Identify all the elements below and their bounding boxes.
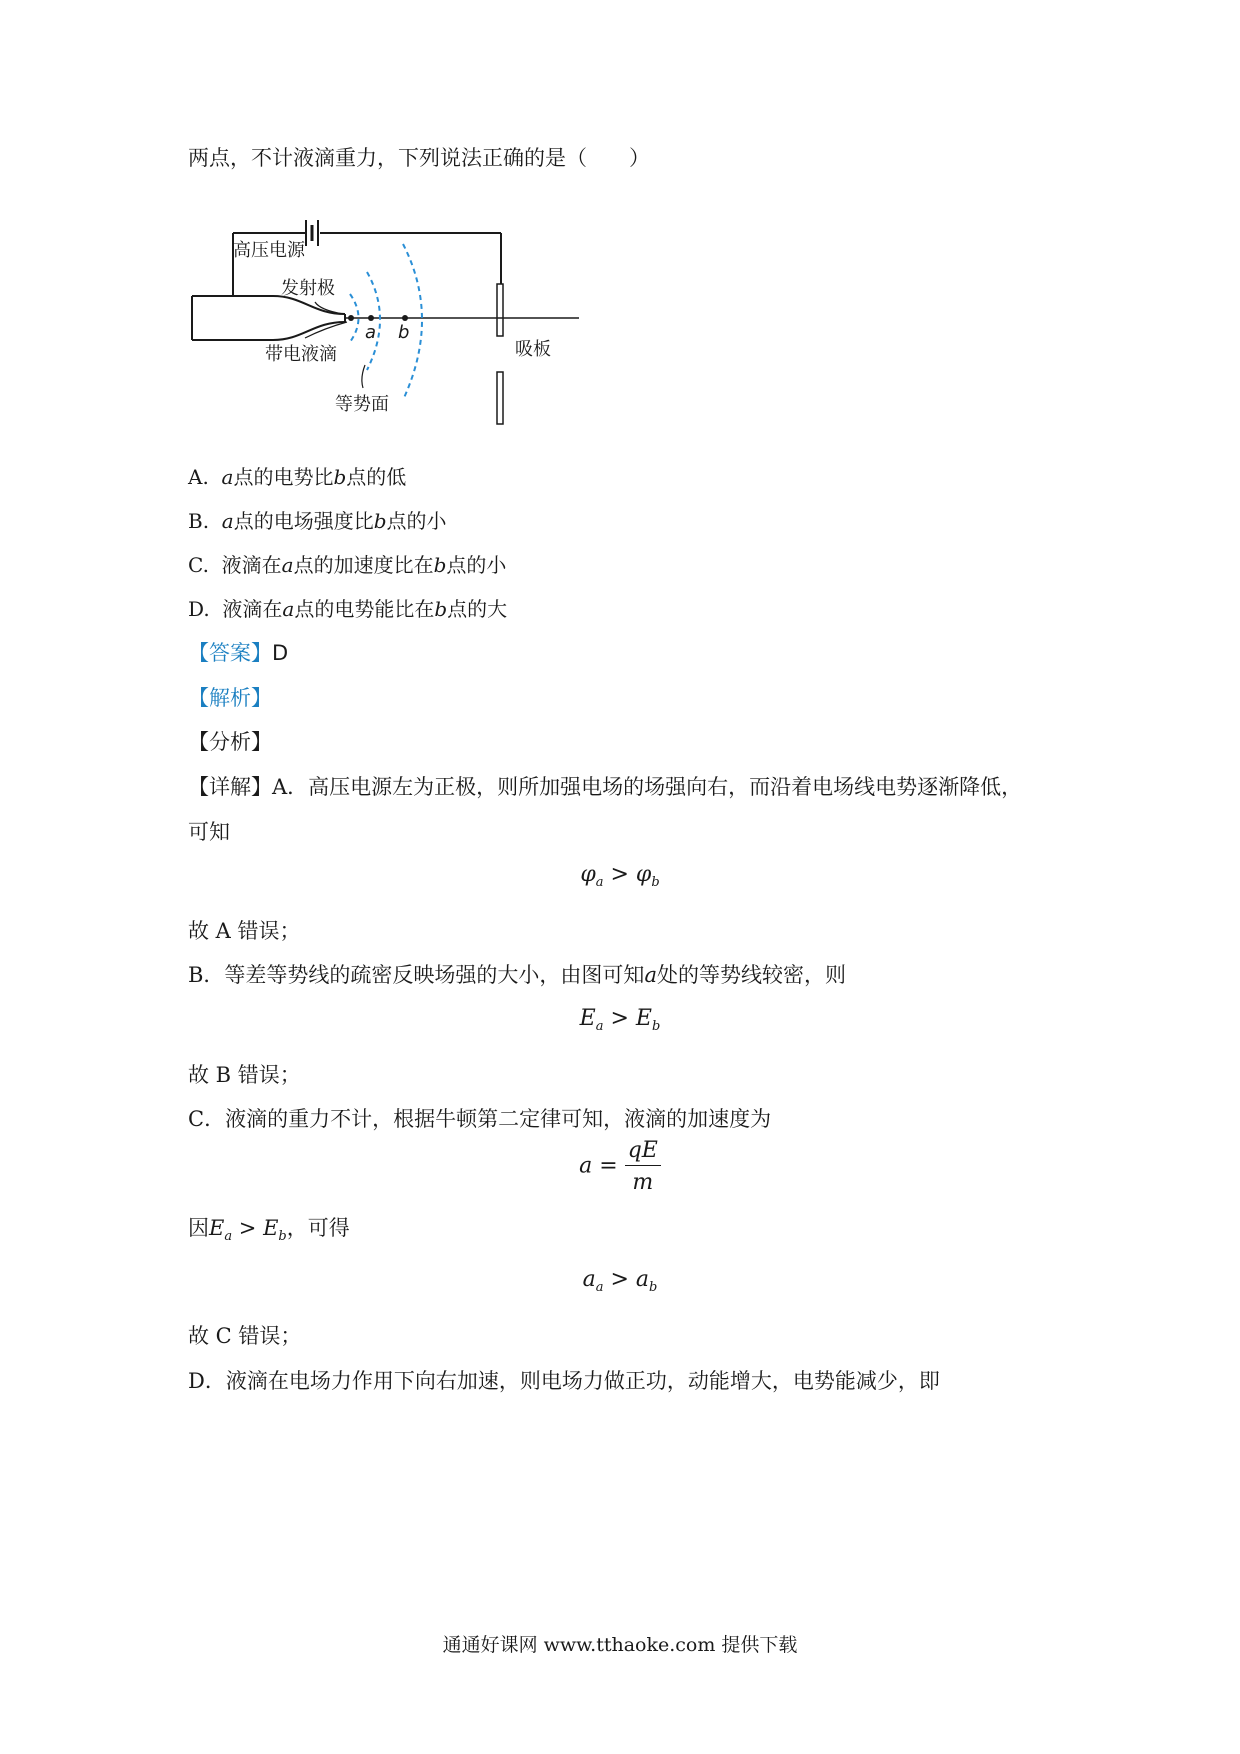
answer-row (188, 639, 288, 667)
equation-acc: $a_a > a_b$ (582, 1267, 658, 1295)
figure-electrospray (185, 200, 585, 450)
detail-a-cont: 可知 (188, 820, 230, 844)
analysis-tag: 【解析】 (188, 686, 272, 710)
equation-phi: $\varphi_a > \varphi_b$ (580, 862, 660, 890)
equation-E: $E_a > E_b$ (579, 1006, 661, 1034)
option-a: A. a点的电势比b点的低 (188, 465, 407, 489)
point-b-dot (402, 315, 408, 321)
detail-c-text: C．液滴的重力不计，根据牛顿第二定律可知，液滴的加速度为 (188, 1107, 772, 1131)
detail-b-text: B．等差等势线的疏密反映场强的大小，由图可知a处的等势线较密，则 (188, 963, 846, 987)
detail-c-because: 因$E_a > E_b$，可得 (188, 1216, 350, 1244)
label-droplet: 带电液滴 (265, 344, 337, 365)
detail-b-conclusion: 故 B 错误； (188, 1063, 301, 1087)
label-emitter: 发射极 (281, 278, 335, 299)
answer-value: D (272, 641, 289, 665)
equation-frac: a = $\frac{qE}{m}$ (0, 1138, 1240, 1195)
option-b: B. a点的电场强度比b点的小 (188, 509, 447, 533)
label-point-a: a (365, 322, 377, 343)
fenxi-tag: 【分析】 (188, 730, 272, 754)
label-point-b: b (398, 322, 410, 343)
option-c: C. 液滴在a点的加速度比在b点的小 (188, 553, 507, 577)
point-a-dot (368, 315, 374, 321)
detail-a-conclusion: 故 A 错误； (188, 919, 301, 943)
detail-d-text: D．液滴在电场力作用下向右加速，则电场力做正功，动能增大，电势能减少，即 (188, 1369, 940, 1393)
page-footer: 通通好课网 www.tthaoke.com 提供下载 (442, 1634, 798, 1656)
label-equipotential: 等势面 (335, 394, 389, 415)
detail-c-conclusion: 故 C 错误； (188, 1324, 302, 1348)
answer-tag: 【答案】 (188, 641, 272, 665)
question-stem: 两点，不计液滴重力，下列说法正确的是（ ） (188, 146, 650, 170)
detail-a-text: 【详解】A．高压电源左为正极，则所加强电场的场强向右，而沿着电场线电势逐渐降低， (188, 775, 1023, 799)
droplet-dot (348, 315, 354, 321)
option-d: D. 液滴在a点的电势能比在b点的大 (188, 597, 508, 621)
label-absorber: 吸板 (515, 339, 551, 360)
label-power: 高压电源 (233, 240, 305, 261)
